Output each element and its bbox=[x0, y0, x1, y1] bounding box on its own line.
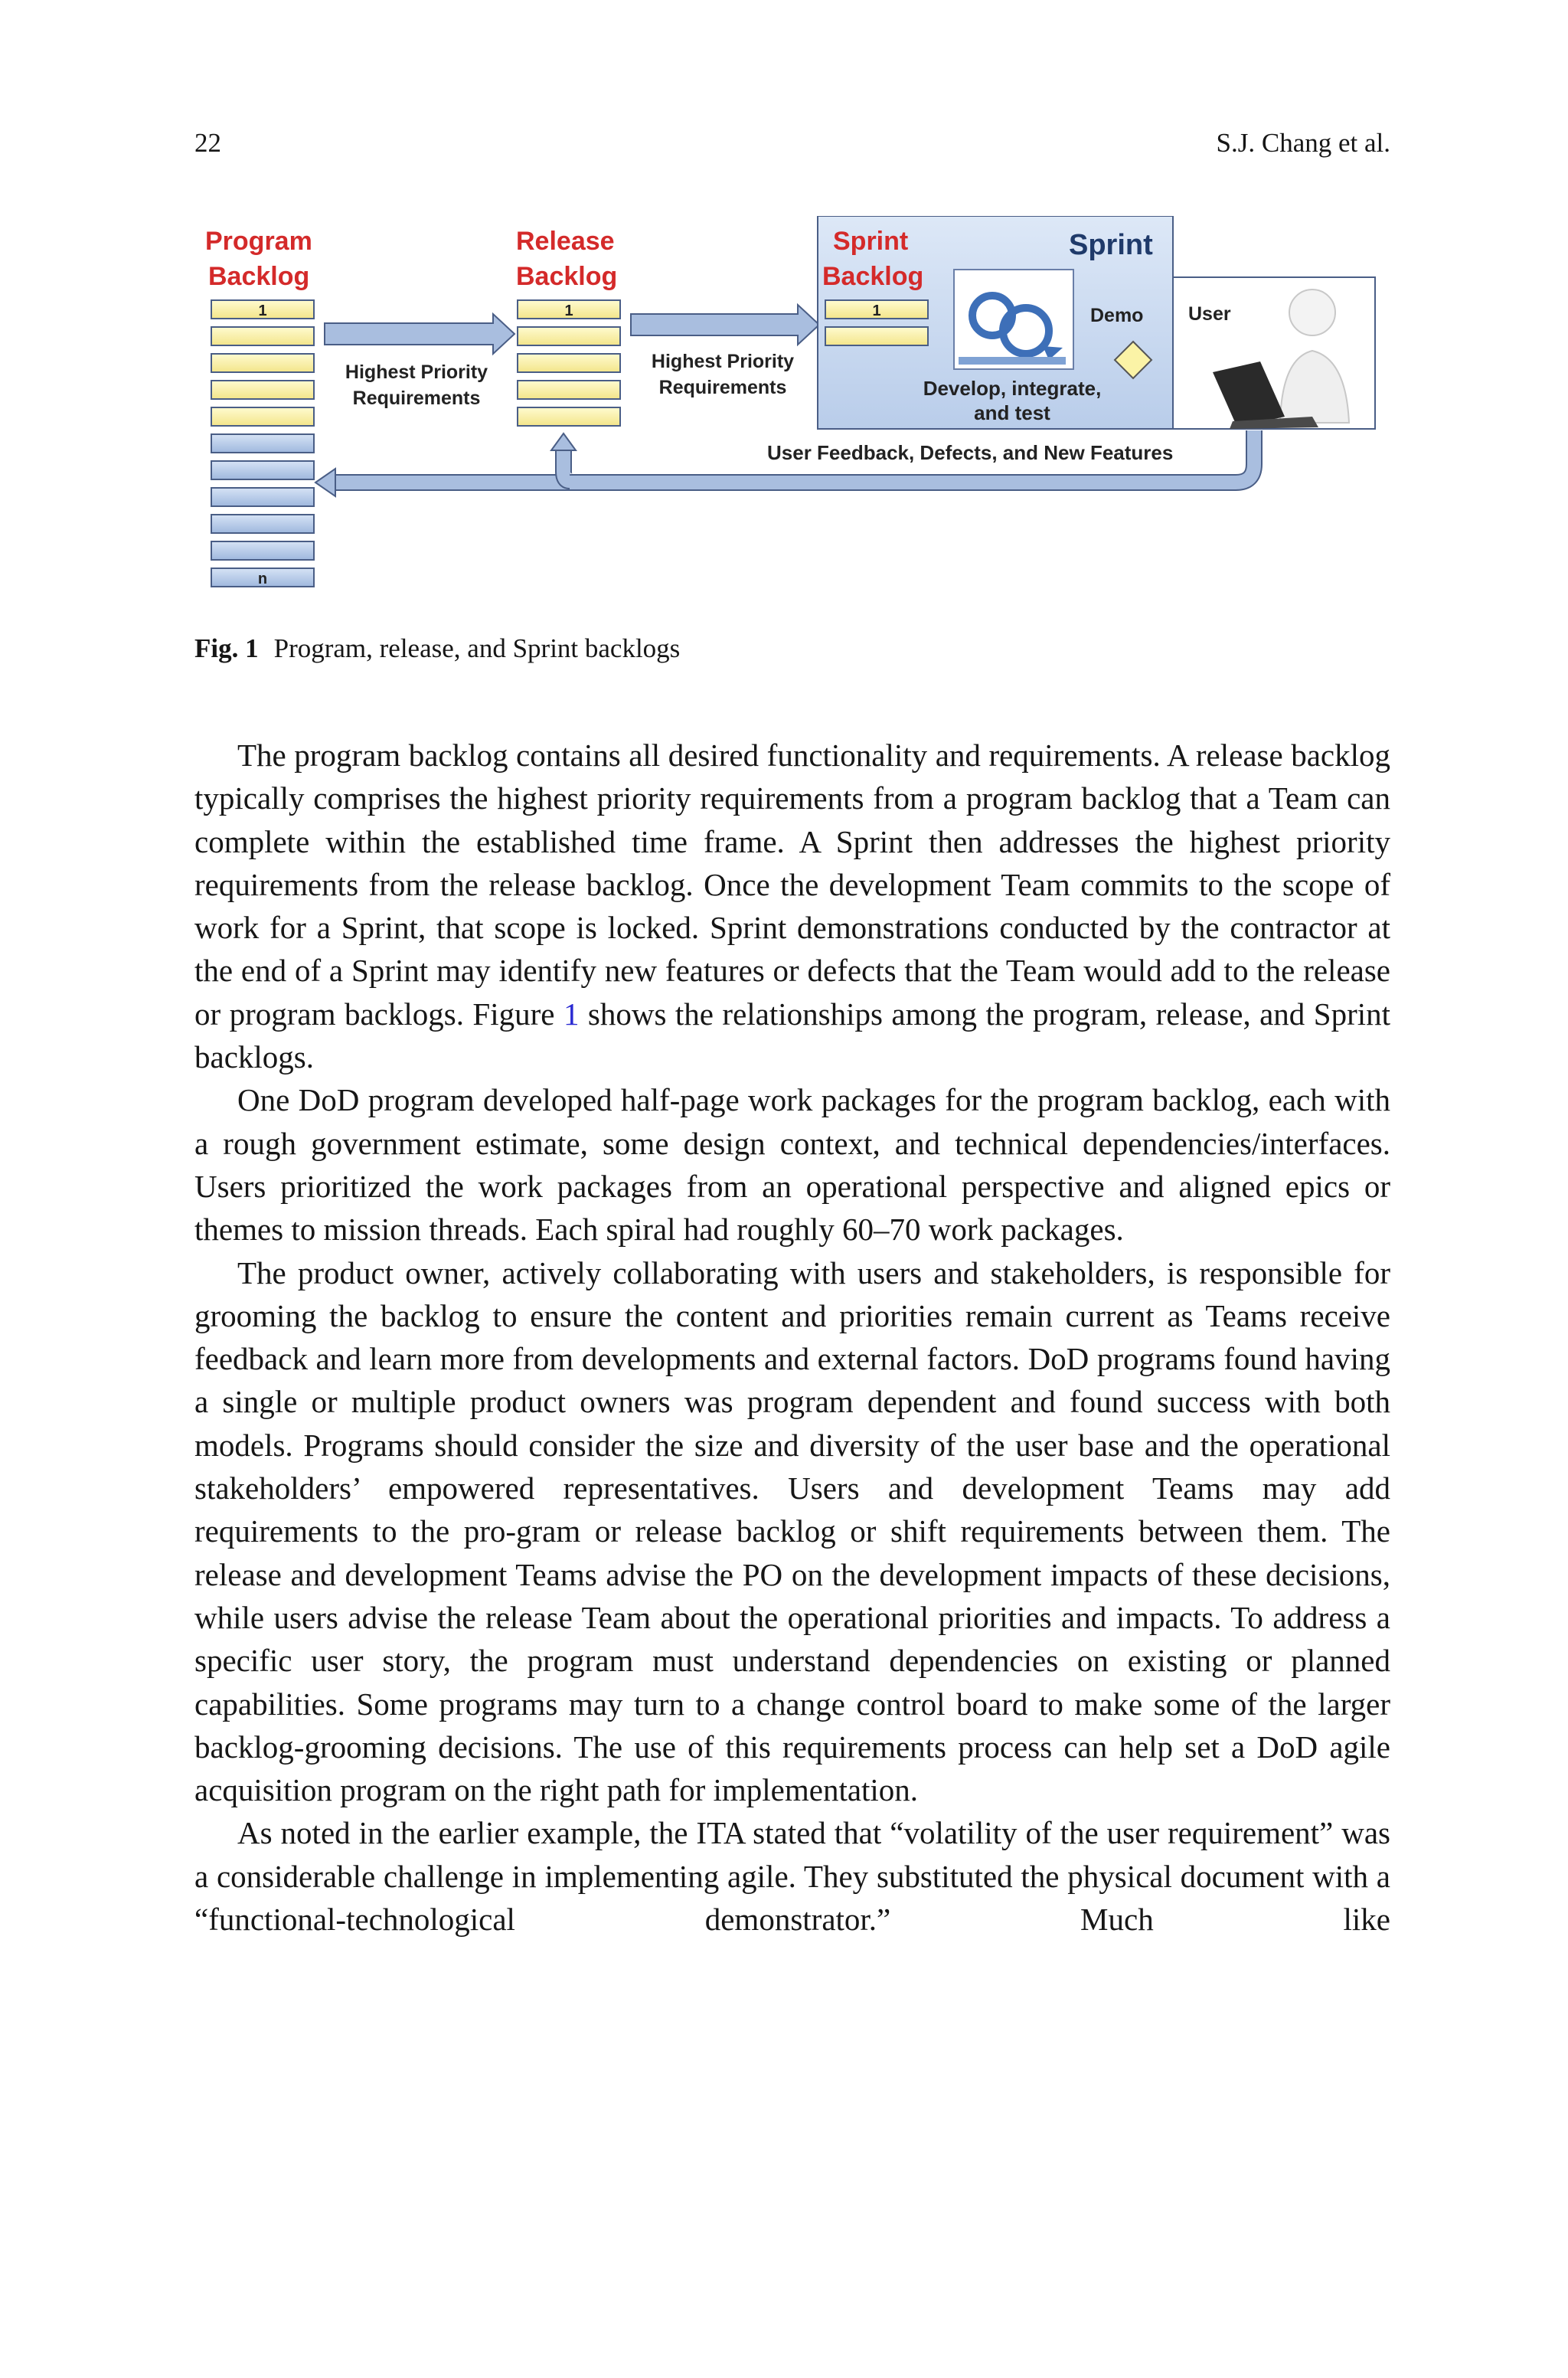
caption-text: Program, release, and Sprint backlogs bbox=[273, 633, 681, 663]
user-label: User bbox=[1188, 303, 1231, 325]
release-item-first-label: 1 bbox=[564, 303, 573, 319]
priority-arrow-1 bbox=[325, 314, 514, 354]
program-item bbox=[211, 354, 314, 372]
arrow2-label-1: Highest Priority bbox=[651, 351, 795, 372]
release-item bbox=[518, 381, 620, 399]
release-item bbox=[518, 407, 620, 426]
arrow1-label-1: Highest Priority bbox=[345, 361, 488, 383]
running-head: S.J. Chang et al. bbox=[1216, 128, 1390, 158]
sprint-box-title: Sprint bbox=[1069, 229, 1153, 261]
program-item bbox=[211, 327, 314, 345]
arrow2-label-2: Requirements bbox=[658, 377, 787, 398]
release-backlog-title-2: Backlog bbox=[516, 262, 618, 291]
backlog-diagram bbox=[201, 216, 1384, 599]
program-item-last-label: n bbox=[257, 571, 268, 587]
program-backlog-title-1: Program bbox=[205, 227, 312, 256]
sprint-backlog-title-1: Sprint bbox=[833, 227, 909, 256]
priority-arrow-2 bbox=[631, 305, 819, 345]
feedback-label: User Feedback, Defects, and New Features bbox=[767, 441, 1174, 464]
figure-backlogs bbox=[201, 216, 1384, 599]
arrow1-label-2: Requirements bbox=[352, 388, 481, 409]
demo-label: Demo bbox=[1090, 305, 1144, 326]
program-item bbox=[211, 461, 314, 479]
body-text bbox=[194, 734, 1390, 1941]
paragraph-1-text-end: shows the relationships among the program, release, and Sprint backlogs. bbox=[194, 996, 1391, 1075]
develop-label-1: Develop, integrate, bbox=[923, 377, 1102, 400]
feedback-branch-release bbox=[564, 449, 570, 481]
program-item bbox=[211, 434, 314, 453]
sprint-item bbox=[825, 327, 928, 345]
figure-caption bbox=[194, 630, 680, 668]
caption-label: Fig. 1 bbox=[194, 633, 259, 663]
paragraph-4: As noted in the earlier example, the ITA stated that “volatility of the user requirement” was a considerable challenge in implementing agile. They substituted the physical document with a “functional-technological demonstrator.” Much like bbox=[194, 1815, 1390, 1938]
program-item bbox=[211, 407, 314, 426]
feedback-arrow-head-up bbox=[551, 433, 576, 450]
release-item bbox=[518, 327, 620, 345]
program-item-first-label: 1 bbox=[258, 303, 267, 319]
program-item bbox=[211, 515, 314, 533]
paragraph-3: The product owner, actively collaborating with users and stakeholders, is responsible for grooming the backlog to ensure the content and priorities remain current as Teams receive feedback and learn more from developments and external factors. DoD programs found having a single or multiple product owners was program dependent and found success with both models. Programs should consider the size and diversity of the user base and the operational stakeholders’ empowered representatives. Users and development Teams may add requirements to the pro-gram or release backlog or shift requirements between them. The release and development Teams advise the PO on the development impacts of these decisions, while users advise the release Team about the operational priorities and impacts. To address a specific user story, the program must understand dependencies on existing or planned capabilities. Some programs may turn to a change control board to make some of the larger backlog-grooming decisions. The use of this requirements process can help set a DoD agile acquisition program on the right path for implementation. bbox=[194, 1254, 1390, 1808]
develop-cycle-icon bbox=[954, 270, 1073, 369]
feedback-arrow-head-left bbox=[315, 469, 335, 496]
sprint-backlog-title-2: Backlog bbox=[822, 262, 924, 291]
paragraph-1 bbox=[194, 734, 1390, 1078]
release-item bbox=[518, 354, 620, 372]
release-backlog-title-1: Release bbox=[516, 227, 615, 256]
page-header bbox=[194, 124, 1390, 162]
develop-label-2: and test bbox=[974, 401, 1050, 424]
figure-1-reference-link[interactable]: 1 bbox=[563, 996, 580, 1032]
sprint-item-first-label: 1 bbox=[872, 303, 881, 319]
page-number: 22 bbox=[194, 128, 221, 158]
paragraph-1-text: The program backlog contains all desired functionality and requirements. A release backlog typically comprises the highest priority requirements from a program backlog that a Team can complete within the established time frame. A Sprint then addresses the highest priority requirements from the release backlog. Once the development Team commits to the scope of work for a Sprint, that scope is locked. Sprint demonstrations conducted by the contractor at the end of a Sprint may identify new features or defects that the Team would add to the release or program backlogs. Figure bbox=[194, 738, 1390, 1032]
paragraph-2: One DoD program developed half-page work packages for the program backlog, each with a rough government estimate, some design context, and technical dependencies/interfaces. Users prioritized the work packages from an operational perspective and aligned epics or themes to mission threads. Each spiral had roughly 60–70 work packages. bbox=[194, 1082, 1390, 1248]
program-item bbox=[211, 541, 314, 560]
program-backlog-stack bbox=[211, 300, 314, 587]
program-item bbox=[211, 488, 314, 506]
program-backlog-title-2: Backlog bbox=[208, 262, 310, 291]
program-item bbox=[211, 381, 314, 399]
